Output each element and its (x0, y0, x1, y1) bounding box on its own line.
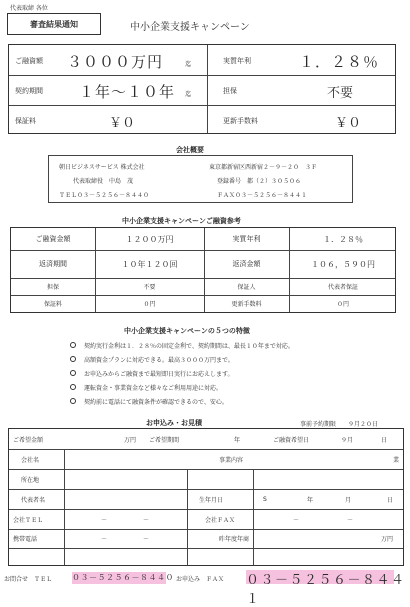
annual-sales-unit: 万円 (381, 535, 394, 543)
desired-amount-label: ご希望金額 (13, 436, 44, 444)
dash: － (143, 516, 150, 524)
ref-label: 返済期間 (39, 260, 67, 268)
business-label: 事業内容 (219, 456, 244, 464)
features-title: 中小企業支援キャンペーンの５つの特徴 (124, 327, 250, 335)
company-tel-label: 会社ＴＥＬ (13, 516, 44, 524)
campaign-title: 中小企業支援キャンペーン (130, 22, 250, 33)
annual-rate-label: 実質年利 (223, 57, 251, 65)
company-fax-label: 会社ＦＡＸ (205, 516, 236, 524)
desired-term-label: ご希望期間 (149, 436, 180, 444)
term-label: 契約期間 (15, 87, 43, 95)
date-label: 事前予約期限 (300, 421, 337, 428)
dash: － (293, 516, 300, 524)
annual-rate-value: １．２８％ (299, 52, 380, 71)
business-note: 業 (393, 456, 400, 464)
ref-value: ０円 (143, 301, 156, 308)
divider (64, 449, 65, 565)
bullet-icon (70, 356, 76, 362)
bullet-icon (70, 370, 76, 376)
loan-amount-label: ご融資額 (15, 57, 43, 65)
feature-item: 契約前に電話にて融資条件が確認できるので、安心。 (70, 396, 228, 406)
ref-label: 返済金額 (232, 260, 261, 268)
loan-reference-title: 中小企業支援キャンペーンご融資参考 (122, 217, 241, 225)
bullet-icon (70, 398, 76, 404)
ref-value: 不要 (143, 284, 156, 291)
loan-amount-suffix: 迄 (185, 60, 192, 68)
bullet-icon (70, 342, 76, 348)
address-label: 所在地 (21, 476, 40, 484)
birthday-day: 日 (387, 496, 394, 504)
dash: － (347, 516, 354, 524)
desired-amount-unit: 万円 (124, 436, 137, 444)
divider (9, 509, 403, 510)
application-form (8, 428, 404, 566)
divider (9, 469, 403, 470)
divider (207, 45, 208, 133)
dash: － (101, 516, 108, 524)
desired-date-month: ９月 (341, 436, 354, 444)
collateral-value: 不要 (327, 85, 354, 101)
ref-label: 保証料 (43, 301, 62, 308)
divider (9, 105, 395, 106)
company-address: 東京都新宿区西新宿２－９－２０ ３Ｆ (209, 163, 318, 171)
feature-item: 運転資金・事業資金など様々なご利用用途に対応。 (70, 382, 222, 392)
divider (9, 489, 403, 490)
company-box (48, 155, 353, 203)
dash: － (143, 535, 150, 543)
company-registration: 登録番号 都（２）３０５０６ (217, 177, 302, 185)
ref-value: ０円 (336, 301, 349, 308)
notice-title: 審査結果通知 (30, 19, 78, 29)
company-name: 朝日ビジネスサービス 株式会社 (59, 163, 145, 171)
guarantee-fee-value: ￥０ (109, 115, 136, 131)
renewal-fee-value: ￥０ (335, 115, 362, 131)
application-title: お申込み・お見積 (146, 419, 202, 427)
notice-title-box (7, 13, 101, 35)
rep-name-label: 代表者名 (21, 496, 46, 504)
loan-reference-table (10, 227, 396, 313)
inquiry-label: お問合せ ＴＥＬ (4, 576, 53, 583)
divider (187, 469, 188, 565)
divider (253, 469, 254, 565)
ref-label: 担保 (46, 284, 59, 291)
ref-label: 保証人 (237, 284, 256, 291)
term-suffix: 迄 (185, 90, 192, 98)
divider (9, 529, 403, 530)
birthday-label: 生年月日 (199, 496, 224, 504)
birthday-year: 年 (307, 496, 314, 504)
birthday-era: S (263, 495, 267, 503)
ref-value: １．２８％ (323, 234, 363, 244)
divider (9, 449, 403, 450)
term-value: １年～１０年 (79, 82, 176, 101)
tel-number[interactable]: ０３－５２５６－８４４０ (72, 573, 174, 582)
desired-date-label: ご融資希望日 (273, 436, 310, 444)
feature-item: お申込みからご融資まで最短即日実行にお応えします。 (70, 368, 234, 378)
result-table (8, 44, 396, 134)
loan-amount-value: ３０００万円 (67, 52, 164, 71)
ref-value: １０６，５９０円 (311, 259, 375, 269)
ref-label: 更新手数料 (231, 301, 262, 308)
feature-item: 契約実行金利は１．２８％の固定金利で、契約期間は、最長１０年まで対応。 (70, 340, 294, 350)
mobile-label: 携帯電話 (13, 535, 38, 543)
bullet-icon (70, 384, 76, 390)
ref-value: １０年１２０回 (121, 259, 178, 269)
apply-label: お申込み ＦＡＸ (176, 576, 225, 583)
date-value: ９月２０日 (348, 421, 379, 428)
dash: － (101, 535, 108, 543)
feature-item: 高額資金プランに対応できる。最高３０００万円まで。 (70, 354, 234, 364)
collateral-label: 担保 (223, 87, 237, 95)
desired-term-unit: 年 (234, 436, 241, 444)
renewal-fee-label: 更新手数料 (223, 117, 258, 125)
ref-value: １２００万円 (125, 234, 174, 244)
company-section-title: 会社概要 (176, 146, 204, 154)
addressee: 代表取締 各位 (10, 5, 48, 12)
company-representative: 代表取締役 中島 茂 (73, 177, 134, 185)
company-tel: ＴＥＬ０３－５２５６－８４４０ (59, 191, 150, 199)
ref-label: ご融資金額 (35, 235, 71, 243)
ref-label: 実質年利 (232, 235, 261, 243)
divider (9, 548, 403, 549)
annual-sales-label: 昨年度年商 (219, 535, 250, 543)
company-name-label: 会社名 (21, 456, 40, 464)
ref-value: 代表者保証 (327, 284, 358, 291)
divider (9, 75, 395, 76)
guarantee-fee-label: 保証料 (15, 117, 36, 125)
desired-date-day: 日 (381, 436, 388, 444)
company-fax: ＦＡＸ０３－５２５６－８４４１ (217, 191, 308, 199)
birthday-month: 月 (345, 496, 352, 504)
fax-number[interactable]: ０３－５２５６－８４４１ (246, 573, 406, 607)
